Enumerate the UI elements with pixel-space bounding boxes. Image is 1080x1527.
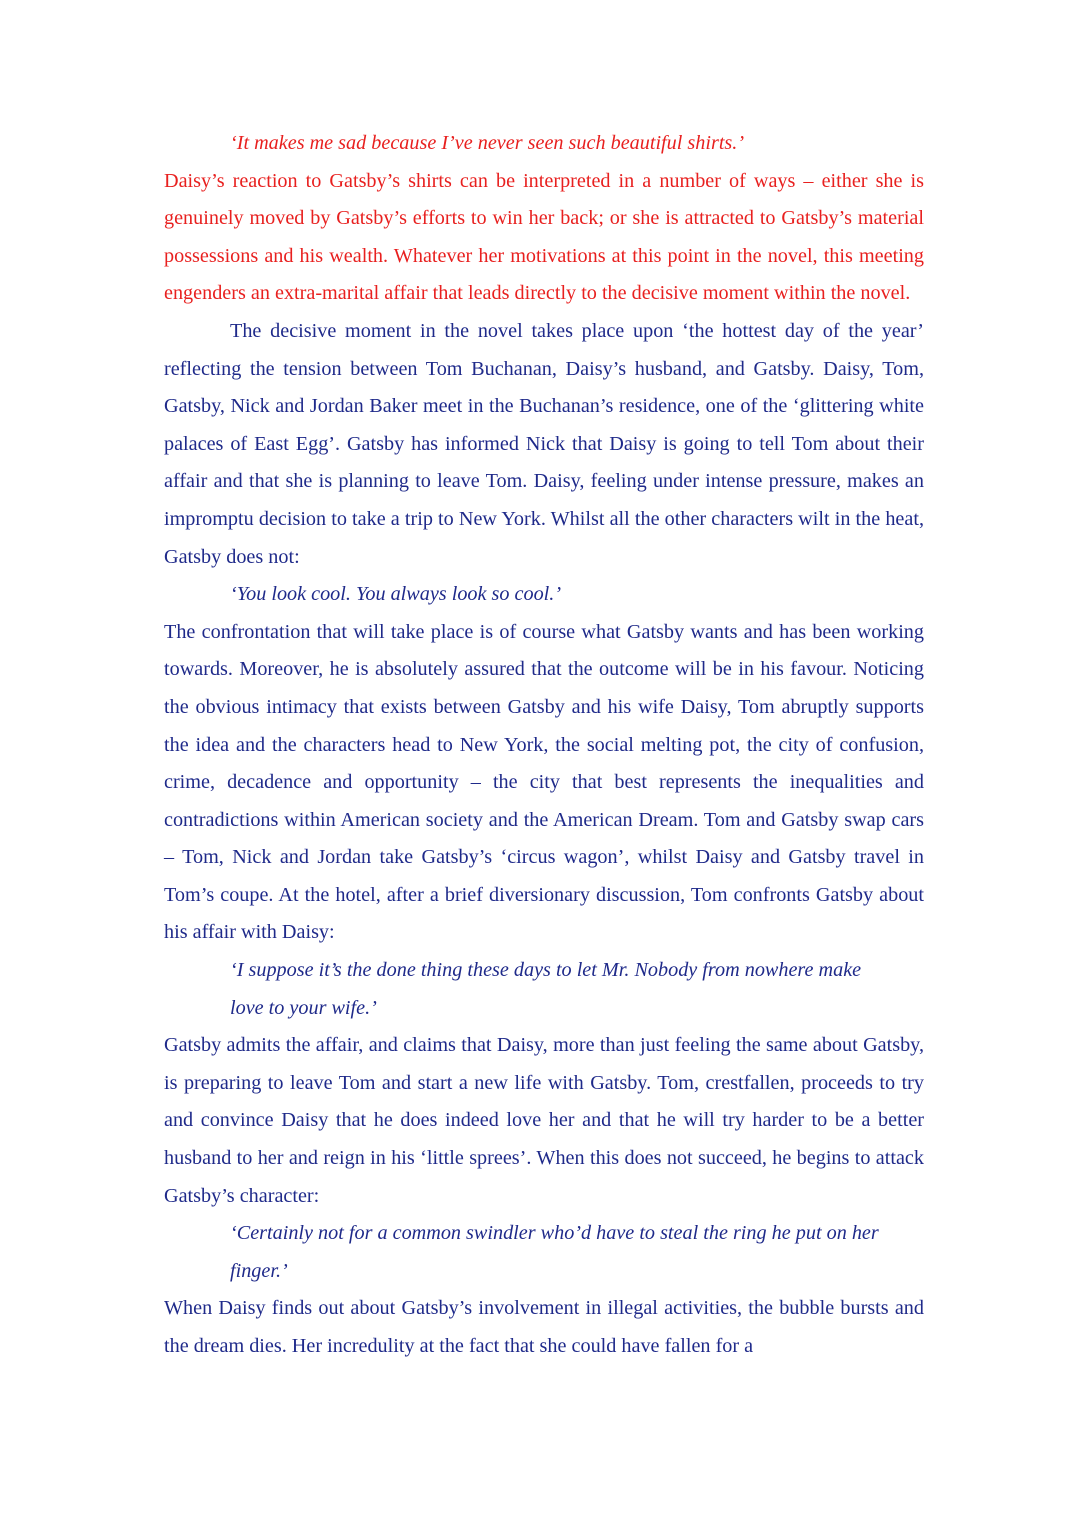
quote-look-cool: ‘You look cool. You always look so cool.’ — [230, 583, 562, 606]
paragraph-confrontation: The confrontation that will take place is of course what Gatsby wants and has been working towards. Moreover, he is absolutely assured that the outcome will be in his favour. Noticing the obvious intimacy that exists between Gatsby and his wife Daisy, Tom abruptly supports the idea and the characters head to New York, the social melting pot, the city of confusion, crime, decadence and opportunity – the city that best represents the inequalities and contradictions within American society and the American Dream. Tom and Gatsby swap cars – Tom, Nick and Jordan take Gatsby’s ‘circus wagon’, whilst Daisy and Gatsby travel in Tom’s coupe. At the hotel, after a brief diversionary discussion, Tom confronts Gatsby about his affair with Daisy: — [164, 620, 924, 944]
quote-common-swindler: ‘Certainly not for a common swindler who’d have to steal the ring he put on her finger.’ — [230, 1222, 879, 1282]
paragraph-daisy-reaction: Daisy’s reaction to Gatsby’s shirts can be interpreted in a number of ways – either she is genuinely moved by Gatsby’s efforts to win her back; or she is attracted to Gatsby’s material possessions and his wealth. Whatever her motivations at this point in the novel, this meeting engenders an extra-marital affair that leads directly to the decisive moment within the novel. — [164, 169, 924, 305]
paragraph-gatsby-admits: Gatsby admits the affair, and claims that Daisy, more than just feeling the same about Gatsby, is preparing to leave Tom and start a new life with Gatsby. Tom, crestfallen, proceeds to try and convince Daisy that he does indeed love her and that he will try harder to be a better husband to her and reign in his ‘little sprees’. When this does not succeed, he begins to attack Gatsby’s character: — [164, 1034, 924, 1207]
quote-mr-nobody: ‘I suppose it’s the done thing these days to let Mr. Nobody from nowhere make love to your wife.’ — [230, 959, 862, 1019]
quote-shirts: ‘It makes me sad because I’ve never seen such beautiful shirts.’ — [230, 132, 745, 154]
essay-text — [164, 125, 924, 1366]
paragraph-bubble-bursts: When Daisy finds out about Gatsby’s involvement in illegal activities, the bubble bursts and the dream dies. Her incredulity at the fact that she could have fallen for a — [164, 1297, 924, 1357]
paragraph-decisive-moment: The decisive moment in the novel takes place upon ‘the hottest day of the year’ reflecting the tension between Tom Buchanan, Daisy’s husband, and Gatsby. Daisy, Tom, Gatsby, Nick and Jordan Baker meet in the Buchanan’s residence, one of the ‘glittering white palaces of East Egg’. Gatsby has informed Nick that Daisy is going to tell Tom about their affair and that she is planning to leave Tom. Daisy, feeling under intense pressure, makes an impromptu decision to take a trip to New York. Whilst all the other characters wilt in the heat, Gatsby does not: — [164, 319, 924, 568]
